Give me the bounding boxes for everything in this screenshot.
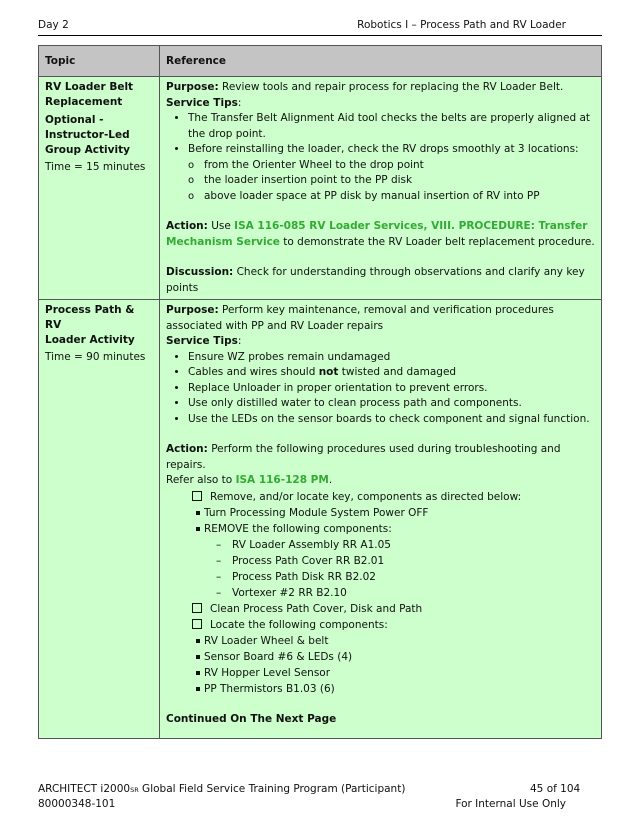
service-tips-label: Service Tips bbox=[166, 335, 238, 347]
topic-optional: Instructor-Led bbox=[45, 129, 130, 141]
page-number: 45 of 104 bbox=[530, 783, 581, 795]
dash-bullet-icon: – bbox=[216, 554, 222, 567]
list-item: • Cables and wires should not twisted and damaged bbox=[188, 365, 595, 381]
topic-title: Process Path & RV bbox=[45, 304, 135, 331]
checkbox-icon bbox=[192, 603, 202, 613]
tips-list bbox=[166, 111, 595, 158]
dash-bullet-icon: – bbox=[216, 586, 222, 599]
checkbox-icon bbox=[192, 491, 202, 501]
col-topic-header: Topic bbox=[39, 46, 160, 77]
col-reference-header: Reference bbox=[160, 46, 602, 77]
drop-locations-list bbox=[166, 158, 595, 205]
square-bullet-icon bbox=[196, 527, 200, 531]
dash-bullet-icon: – bbox=[216, 538, 222, 551]
purpose-text: Review tools and repair process for replacing the RV Loader Belt. bbox=[218, 81, 564, 93]
table-row bbox=[39, 300, 602, 739]
list-item: – RV Loader Assembly RR A1.05 bbox=[216, 538, 391, 551]
action-label: Action: bbox=[166, 443, 208, 455]
checklist-item: Locate the following components: bbox=[166, 617, 595, 633]
purpose-label: Purpose: bbox=[166, 81, 219, 93]
list-item: • Ensure WZ probes remain undamaged bbox=[188, 350, 595, 366]
purpose-text: Perform key maintenance, removal and verification procedures associated with PP and RV Loader repairs bbox=[166, 304, 554, 332]
service-tips: Service Tips: bbox=[166, 335, 242, 347]
list-item: o from the Orienter Wheel to the drop point bbox=[204, 158, 595, 174]
tips-list bbox=[166, 350, 595, 428]
action: Action: Perform the following procedures used during troubleshooting and repairs. bbox=[166, 443, 561, 471]
square-bullet-icon bbox=[196, 687, 200, 691]
list-item: o above loader space at PP disk by manual insertion of RV into PP bbox=[204, 189, 595, 205]
doc-number: 80000348-101 bbox=[38, 798, 116, 810]
dash-bullet-icon: – bbox=[216, 570, 222, 583]
list-item: • The Transfer Belt Alignment Aid tool checks the belts are properly aligned at the drop point. bbox=[188, 111, 595, 142]
purpose-label: Purpose: bbox=[166, 304, 219, 316]
topic-optional: Optional - bbox=[45, 114, 104, 126]
service-tips: Service Tips: bbox=[166, 96, 242, 109]
topic-cell bbox=[39, 77, 160, 300]
square-bullet-icon bbox=[196, 511, 200, 515]
square-bullet-icon bbox=[196, 639, 200, 643]
header-title: Robotics I – Process Path and RV Loader bbox=[357, 19, 566, 31]
discussion-label: Discussion: bbox=[166, 266, 234, 278]
square-bullet-icon bbox=[196, 671, 200, 675]
footer-program: ARCHITECT i2000SR Global Field Service Training Program (Participant) bbox=[38, 783, 406, 795]
discussion: Discussion: Check for understanding through observations and clarify any key points bbox=[166, 266, 585, 294]
list-item: – Process Path Cover RR B2.01 bbox=[216, 554, 385, 567]
list-item: REMOVE the following components: bbox=[166, 521, 595, 537]
topic-title: Replacement bbox=[45, 96, 123, 108]
list-item: • Before reinstalling the loader, check the RV drops smoothly at 3 locations: bbox=[188, 142, 595, 158]
topic-time: Time = 90 minutes bbox=[45, 351, 146, 363]
topic-title: Loader Activity bbox=[45, 334, 135, 346]
isa-link[interactable]: ISA 116-085 RV Loader Services, VIII. PROCEDURE: Transfer Mechanism Service bbox=[166, 220, 588, 248]
list-item: RV Loader Wheel & belt bbox=[166, 633, 595, 649]
refer: Refer also to ISA 116-128 PM. bbox=[166, 474, 333, 486]
topic-title: RV Loader Belt bbox=[45, 81, 134, 93]
continued-note: Continued On The Next Page bbox=[166, 712, 337, 725]
table-header-row bbox=[39, 46, 602, 77]
service-tips-label: Service Tips bbox=[166, 96, 238, 109]
list-item: PP Thermistors B1.03 (6) bbox=[166, 681, 595, 697]
list-item: RV Hopper Level Sensor bbox=[166, 665, 595, 681]
action-label: Action: bbox=[166, 220, 208, 232]
reference-cell bbox=[160, 77, 602, 300]
reference-cell bbox=[160, 300, 602, 739]
checklist-item: Clean Process Path Cover, Disk and Path bbox=[166, 601, 595, 617]
list-item: • Use only distilled water to clean process path and components. bbox=[188, 396, 595, 412]
topic-optional: Group Activity bbox=[45, 144, 130, 156]
checklist-item: Remove, and/or locate key, components as directed below: bbox=[166, 489, 595, 505]
isa-link[interactable]: ISA 116-128 PM bbox=[235, 474, 329, 486]
list-item: • Use the LEDs on the sensor boards to check component and signal function. bbox=[188, 412, 595, 428]
topic-cell bbox=[39, 300, 160, 739]
square-bullet-icon bbox=[196, 655, 200, 659]
list-item: Sensor Board #6 & LEDs (4) bbox=[166, 649, 595, 665]
action: Action: Use ISA 116-085 RV Loader Services, VIII. PROCEDURE: Transfer Mechanism Service to demonstrate the RV Loader belt replacement procedure. bbox=[166, 220, 595, 248]
list-item: – Process Path Disk RR B2.02 bbox=[216, 570, 376, 583]
table-row bbox=[39, 77, 602, 300]
usage-note: For Internal Use Only bbox=[455, 798, 566, 810]
purpose bbox=[166, 80, 595, 96]
page-header bbox=[38, 19, 602, 36]
topic-time: Time = 15 minutes bbox=[45, 161, 146, 173]
list-item: • Replace Unloader in proper orientation to prevent errors. bbox=[188, 381, 595, 397]
list-item: Turn Processing Module System Power OFF bbox=[166, 505, 595, 521]
list-item: – Vortexer #2 RR B2.10 bbox=[216, 586, 347, 599]
purpose bbox=[166, 303, 595, 334]
list-item: o the loader insertion point to the PP disk bbox=[204, 173, 595, 189]
header-day: Day 2 bbox=[38, 19, 69, 31]
checkbox-icon bbox=[192, 619, 202, 629]
reference-table bbox=[38, 45, 602, 739]
